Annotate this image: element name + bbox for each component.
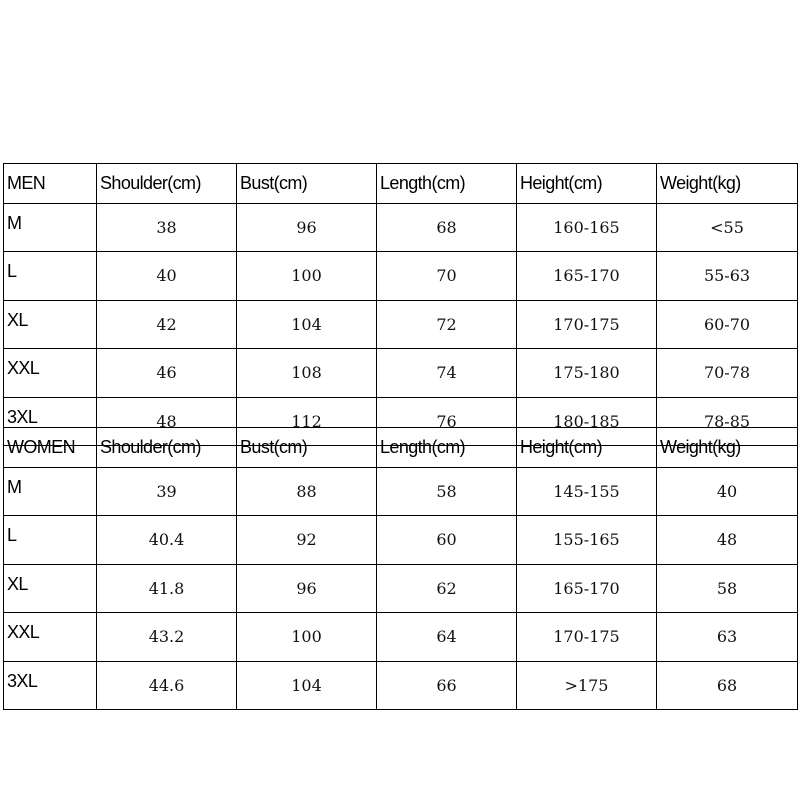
women-header-size: WOMEN: [4, 428, 97, 468]
women-cell-weight: 40: [657, 467, 798, 516]
men-cell-shoulder: 38: [97, 203, 237, 252]
men-cell-bust: 112: [237, 397, 377, 446]
men-cell-weight: 55-63: [657, 252, 798, 301]
men-cell-bust: 108: [237, 349, 377, 398]
men-cell-bust: 104: [237, 300, 377, 349]
men-cell-height: 165-170: [517, 252, 657, 301]
women-cell-height: >175: [517, 661, 657, 710]
table-row: [4, 349, 798, 398]
men-header-bust: Bust(cm): [237, 164, 377, 204]
women-cell-size: XXL: [4, 613, 97, 662]
women-cell-height: 165-170: [517, 564, 657, 613]
women-cell-weight: 48: [657, 516, 798, 565]
women-cell-size: M: [4, 467, 97, 516]
women-cell-shoulder: 44.6: [97, 661, 237, 710]
men-cell-height: 180-185: [517, 397, 657, 446]
men-cell-shoulder: 48: [97, 397, 237, 446]
table-row: [4, 564, 798, 613]
women-cell-size: XL: [4, 564, 97, 613]
table-row: [4, 467, 798, 516]
women-cell-length: 62: [377, 564, 517, 613]
men-cell-size: L: [4, 252, 97, 301]
women-header-row: [4, 428, 798, 468]
men-size-table: [3, 163, 798, 446]
table-row: [4, 661, 798, 710]
women-cell-bust: 88: [237, 467, 377, 516]
men-cell-weight: 78-85: [657, 397, 798, 446]
men-cell-bust: 100: [237, 252, 377, 301]
men-cell-size: XXL: [4, 349, 97, 398]
women-cell-size: 3XL: [4, 661, 97, 710]
men-header-weight: Weight(kg): [657, 164, 798, 204]
women-cell-weight: 68: [657, 661, 798, 710]
women-cell-bust: 104: [237, 661, 377, 710]
men-cell-size: M: [4, 203, 97, 252]
men-cell-size: 3XL: [4, 397, 97, 446]
women-cell-bust: 100: [237, 613, 377, 662]
men-header-size: MEN: [4, 164, 97, 204]
men-header-shoulder: Shoulder(cm): [97, 164, 237, 204]
men-cell-length: 70: [377, 252, 517, 301]
women-cell-bust: 92: [237, 516, 377, 565]
women-header-length: Length(cm): [377, 428, 517, 468]
table-row: [4, 516, 798, 565]
women-header-bust: Bust(cm): [237, 428, 377, 468]
women-cell-shoulder: 43.2: [97, 613, 237, 662]
women-cell-bust: 96: [237, 564, 377, 613]
men-cell-length: 72: [377, 300, 517, 349]
women-header-shoulder: Shoulder(cm): [97, 428, 237, 468]
men-cell-shoulder: 42: [97, 300, 237, 349]
women-cell-weight: 63: [657, 613, 798, 662]
women-cell-height: 155-165: [517, 516, 657, 565]
men-cell-size: XL: [4, 300, 97, 349]
men-cell-height: 175-180: [517, 349, 657, 398]
women-cell-length: 66: [377, 661, 517, 710]
men-header-height: Height(cm): [517, 164, 657, 204]
table-row: [4, 300, 798, 349]
women-cell-length: 64: [377, 613, 517, 662]
women-cell-height: 145-155: [517, 467, 657, 516]
women-header-height: Height(cm): [517, 428, 657, 468]
men-cell-shoulder: 40: [97, 252, 237, 301]
men-cell-height: 160-165: [517, 203, 657, 252]
women-cell-height: 170-175: [517, 613, 657, 662]
men-cell-weight: <55: [657, 203, 798, 252]
women-cell-size: L: [4, 516, 97, 565]
women-cell-length: 58: [377, 467, 517, 516]
men-cell-height: 170-175: [517, 300, 657, 349]
men-cell-bust: 96: [237, 203, 377, 252]
men-cell-weight: 70-78: [657, 349, 798, 398]
women-cell-shoulder: 41.8: [97, 564, 237, 613]
men-cell-weight: 60-70: [657, 300, 798, 349]
men-cell-shoulder: 46: [97, 349, 237, 398]
women-header-weight: Weight(kg): [657, 428, 798, 468]
men-header-row: [4, 164, 798, 204]
women-cell-shoulder: 40.4: [97, 516, 237, 565]
table-row: [4, 613, 798, 662]
men-cell-length: 74: [377, 349, 517, 398]
women-cell-shoulder: 39: [97, 467, 237, 516]
men-cell-length: 68: [377, 203, 517, 252]
women-cell-length: 60: [377, 516, 517, 565]
women-size-table: [3, 427, 798, 710]
table-row: [4, 252, 798, 301]
women-cell-weight: 58: [657, 564, 798, 613]
table-row: [4, 203, 798, 252]
men-cell-length: 76: [377, 397, 517, 446]
men-header-length: Length(cm): [377, 164, 517, 204]
